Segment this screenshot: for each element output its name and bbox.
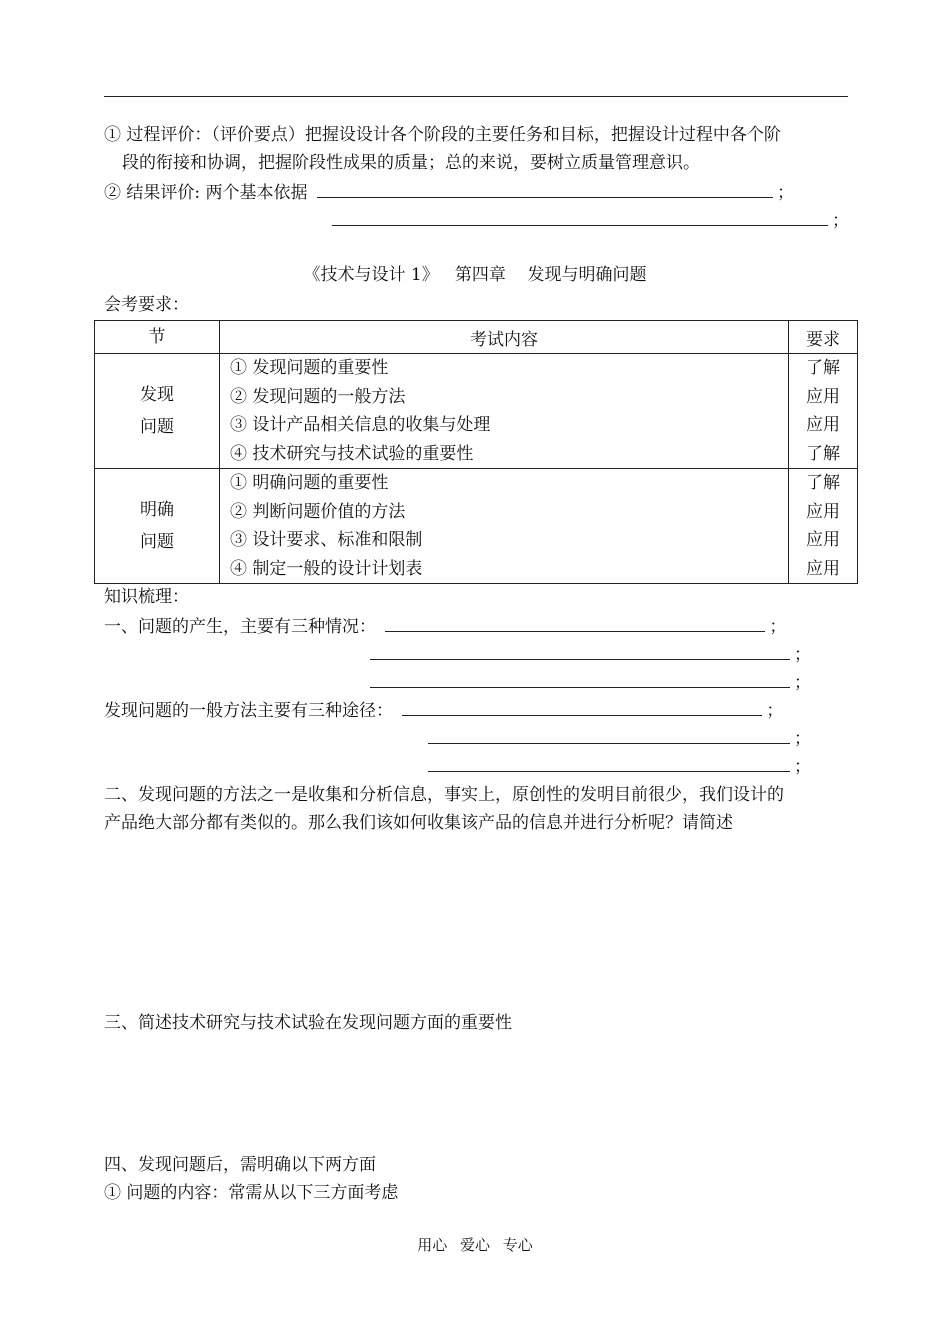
result-evaluation-row-2 [332, 206, 849, 231]
answer-blank[interactable] [402, 697, 762, 716]
section-label: 发现 [140, 385, 174, 405]
question-4: 四、发现问题后，需明确以下两方面 [104, 1155, 376, 1175]
content-item: ① 发现问题的重要性 [230, 358, 389, 378]
question-1b-row [104, 696, 783, 721]
semicolon: ； [794, 645, 811, 665]
result-evaluation-row [104, 178, 794, 203]
requirement-level: 应用 [806, 415, 840, 435]
content-item: ④ 制定一般的设计计划表 [230, 558, 423, 579]
section-label: 明确 [140, 500, 174, 520]
semicolon: ； [794, 729, 811, 749]
answer-blank[interactable] [317, 179, 773, 198]
content-item: ② 发现问题的一般方法 [230, 386, 406, 407]
content-item: ④ 技术研究与技术试验的重要性 [230, 443, 474, 464]
question-1b-row-2 [428, 724, 811, 749]
table-header-row [95, 321, 858, 354]
answer-blank[interactable] [370, 669, 790, 688]
section-cell [95, 469, 220, 584]
answer-blank[interactable] [332, 207, 828, 226]
answer-blank[interactable] [428, 725, 790, 744]
answer-blank[interactable] [428, 753, 790, 772]
answer-blank[interactable] [385, 613, 765, 632]
knowledge-label: 知识梳理： [104, 587, 189, 607]
requirement-level: 应用 [806, 501, 840, 522]
exam-requirements-label: 会考要求： [104, 295, 189, 315]
semicolon: ； [769, 617, 787, 637]
question-1b-row-3 [428, 752, 811, 777]
question-3: 三、简述技术研究与技术试验在发现问题方面的重要性 [104, 1013, 512, 1033]
result-evaluation-label: ② 结果评价: 两个基本依据 [104, 183, 308, 203]
requirement-cell [789, 354, 858, 469]
header-section: 节 [95, 321, 220, 354]
content-cell [220, 469, 789, 584]
requirement-level: 应用 [806, 558, 840, 579]
table-row [95, 354, 858, 469]
exam-requirements-table [94, 320, 858, 584]
table-row [95, 469, 858, 584]
content-item: ③ 设计要求、标准和限制 [230, 530, 423, 550]
question-4-item-1: ① 问题的内容：常需从以下三方面考虑 [104, 1183, 399, 1203]
content-item: ② 判断问题价值的方法 [230, 501, 406, 522]
semicolon: ； [794, 757, 811, 777]
question-2-line-2: 产品绝大部分都有类似的。那么我们该如何收集该产品的信息并进行分析呢？请简述 [104, 813, 733, 833]
question-1-row-2 [370, 640, 811, 665]
question-1-row-3 [370, 668, 811, 693]
header-rule [104, 96, 848, 97]
question-1-row [104, 612, 786, 637]
semicolon: ； [766, 701, 784, 721]
question-2-line-1: 二、发现问题的方法之一是收集和分析信息，事实上，原创性的发明目前很少，我们设计的 [104, 785, 784, 805]
page-footer: 用心 爱心 专心 [417, 1236, 533, 1254]
section-cell [95, 354, 220, 469]
process-evaluation-text: ① 过程评价：（评价要点）把握设设计各个阶段的主要任务和目标，把握设计过程中各个阶 [104, 125, 781, 145]
question-1-text: 一、问题的产生，主要有三种情况： [104, 617, 376, 637]
requirement-level: 了解 [806, 443, 840, 464]
requirement-level: 应用 [806, 386, 840, 407]
answer-blank[interactable] [370, 641, 790, 660]
section-label: 问题 [140, 417, 174, 437]
header-requirement: 要求 [789, 321, 858, 354]
process-evaluation-continued: 段的衔接和协调，把握阶段性成果的质量；总的来说，要树立质量管理意识。 [122, 153, 700, 173]
requirement-level: 了解 [806, 358, 840, 378]
semicolon: ； [794, 673, 811, 693]
section-label: 问题 [140, 532, 174, 552]
chapter-title: 《技术与设计 1》 第四章 发现与明确问题 [303, 265, 647, 285]
requirement-level: 了解 [806, 473, 840, 493]
header-content: 考试内容 [220, 321, 789, 354]
question-1b-text: 发现问题的一般方法主要有三种途径： [104, 701, 393, 721]
content-item: ③ 设计产品相关信息的收集与处理 [230, 415, 491, 435]
content-cell [220, 354, 789, 469]
semicolon: ； [776, 183, 794, 203]
content-item: ① 明确问题的重要性 [230, 473, 389, 493]
requirement-level: 应用 [806, 530, 840, 550]
requirement-cell [789, 469, 858, 584]
semicolon: ； [832, 211, 849, 231]
